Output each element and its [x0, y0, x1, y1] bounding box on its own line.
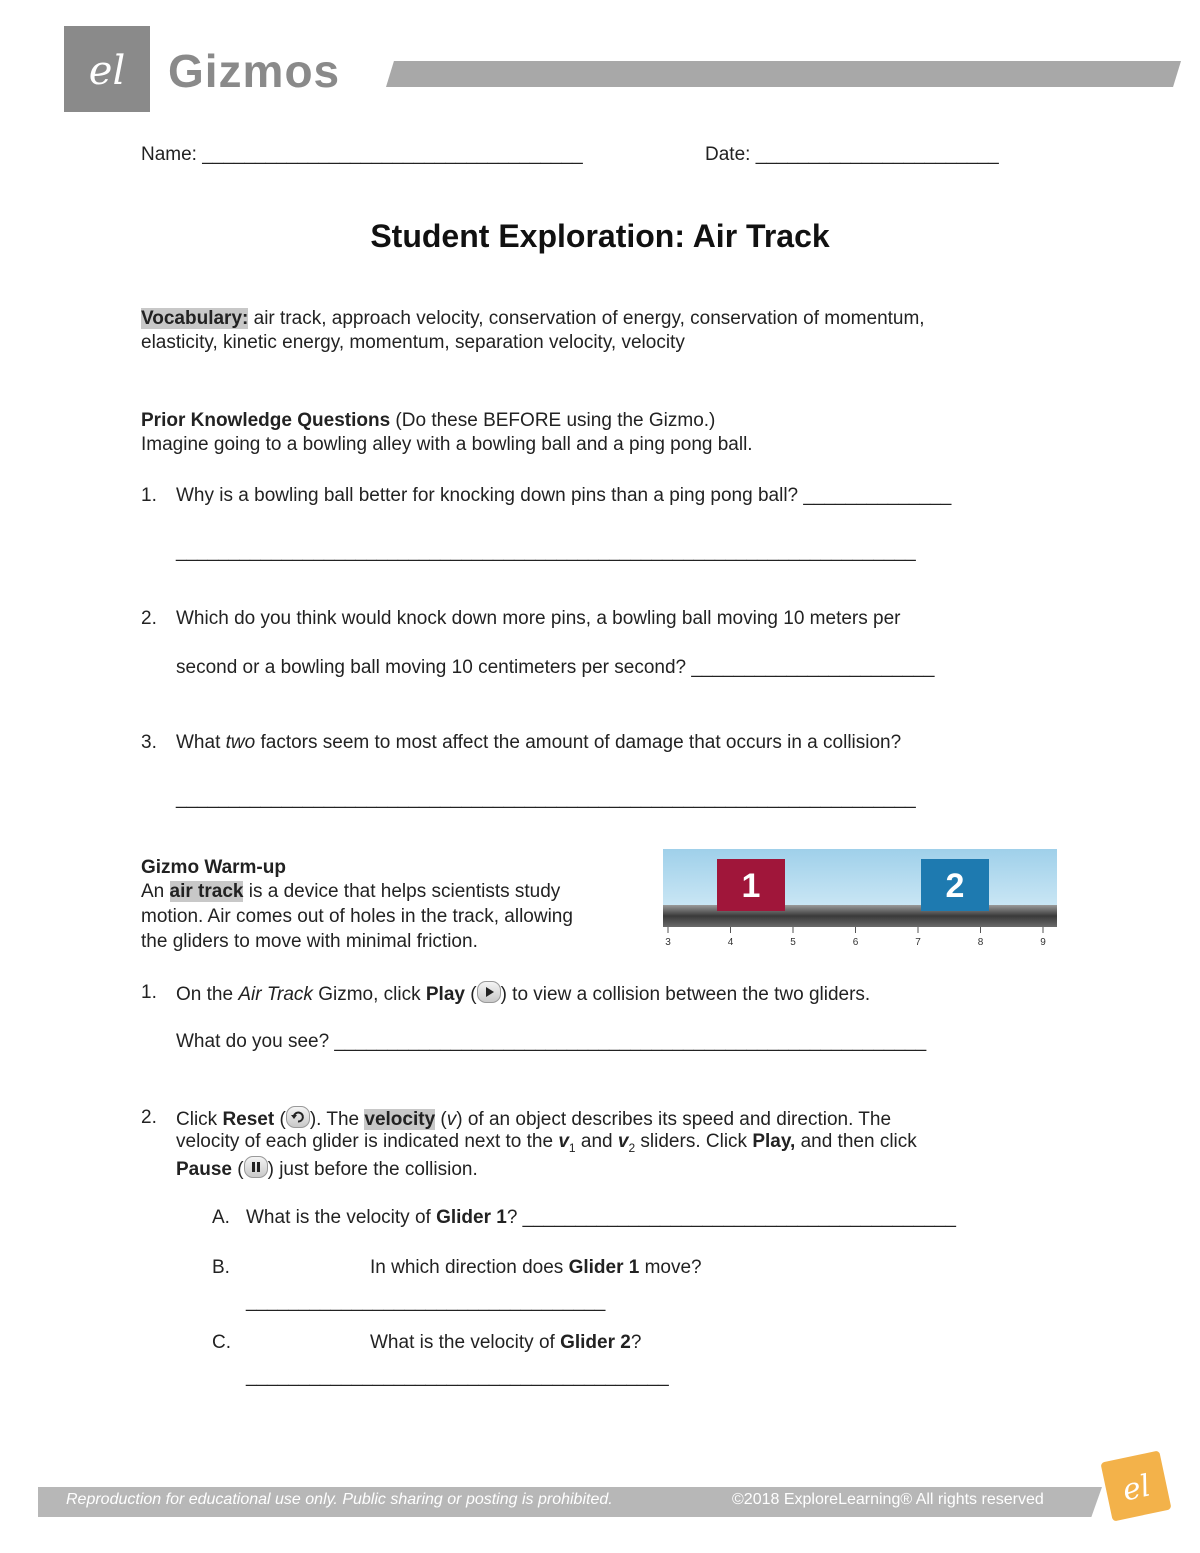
air-track-image — [663, 849, 1057, 951]
date-label: Date: — [705, 144, 751, 165]
q1-post: ) to view a collision between the two gliders. — [500, 984, 871, 1005]
ruler-tick-label: 6 — [852, 937, 859, 948]
subq-c-pre: What is the velocity of — [370, 1332, 561, 1353]
q1-pre: On the — [176, 984, 239, 1005]
name-field[interactable] — [141, 143, 583, 167]
subq-b-answer-line[interactable]: __________________________________ — [246, 1291, 606, 1312]
warmup-q1-num: 1. — [141, 982, 157, 1003]
subq-c-letter: C. — [212, 1332, 231, 1353]
name-label: Name: — [141, 144, 197, 165]
q2-l1-p1: ( — [274, 1109, 286, 1130]
warmup-intro-2: motion. Air comes out of holes in the track, allowing — [141, 906, 573, 927]
vocabulary-text-1: air track, approach velocity, conservation of energy, conservation of momentum, — [248, 308, 925, 329]
prior-intro: Imagine going to a bowling alley with a bowling ball and a ping pong ball. — [141, 434, 753, 455]
subq-a-letter: A. — [212, 1207, 230, 1228]
prior-q2-text-2[interactable]: second or a bowling ball moving 10 centimeters per second? _______________________ — [176, 657, 935, 678]
svg-text:el: el — [88, 48, 126, 94]
warmup-q2-line3 — [176, 1156, 478, 1182]
air-track-term: air track — [169, 881, 244, 902]
subq-b-post: move? — [639, 1257, 702, 1278]
v2-subscript: 2 — [628, 1140, 636, 1155]
q2-l1-pre: Click — [176, 1109, 223, 1130]
q2-l1-p4: ) of an object describes its speed and direction. The — [456, 1109, 892, 1130]
warmup-intro-3: the gliders to move with minimal friction. — [141, 931, 478, 952]
q2-l1-p3: ( — [435, 1109, 447, 1130]
q3-pre: What — [176, 732, 226, 753]
warmup-q1-text — [176, 981, 870, 1007]
prior-q3-answer-line[interactable]: ______________________________________________________________________ — [176, 788, 916, 809]
vocabulary-line-1 — [141, 307, 925, 331]
play-icon — [477, 981, 501, 1003]
glider-1-label: 1 — [741, 867, 761, 905]
header-bar — [386, 61, 1181, 87]
subq-a-bold: Glider 1 — [436, 1207, 507, 1228]
q2-l3-post: ) just before the collision. — [267, 1159, 478, 1180]
q3-em: two — [225, 732, 256, 753]
v2-symbol: v — [617, 1131, 629, 1152]
brand-name: Gizmos — [168, 45, 341, 97]
el-logo-icon — [64, 26, 150, 112]
q2-l3-p1: ( — [231, 1159, 244, 1180]
q2-pause-word: Pause — [176, 1159, 232, 1180]
prior-q2-text: Which do you think would knock down more pins, a bowling ball moving 10 meters per — [176, 608, 901, 629]
ruler-tick-label: 9 — [1040, 937, 1046, 948]
vocabulary-line-2: elasticity, kinetic energy, momentum, separation velocity, velocity — [141, 332, 685, 353]
reset-icon — [286, 1106, 310, 1128]
svg-text:el: el — [1119, 1468, 1154, 1509]
velocity-term: velocity — [364, 1109, 436, 1130]
gizmos-logo-box — [64, 26, 150, 112]
warmup-intro-post: is a device that helps scientists study — [243, 881, 561, 902]
subq-c-bold: Glider 2 — [560, 1332, 631, 1353]
date-line: _______________________ — [755, 144, 999, 165]
q2-v-symbol: v — [446, 1109, 457, 1130]
q2-reset-word: Reset — [222, 1109, 275, 1130]
vocabulary-label: Vocabulary: — [141, 308, 249, 329]
prior-q1-answer-line[interactable]: ______________________________________________________________________ — [176, 541, 916, 562]
warmup-q1-line2[interactable]: What do you see? ________________________________________________________ — [176, 1031, 927, 1052]
v1-subscript: 1 — [568, 1140, 576, 1155]
q1-mid: Gizmo, click — [312, 984, 426, 1005]
q1-play-word: Play — [425, 984, 465, 1005]
subq-b-letter: B. — [212, 1257, 230, 1278]
q2-l1-p2: ). The — [309, 1109, 365, 1130]
q2-l2-post: sliders. Click — [635, 1131, 753, 1152]
prior-q3-num: 3. — [141, 732, 157, 753]
footer-copyright: ©2018 ExploreLearning® All rights reserved — [732, 1491, 1044, 1508]
glider-1[interactable] — [717, 859, 785, 911]
name-line: ____________________________________ — [202, 144, 583, 165]
prior-heading-note: (Do these BEFORE using the Gizmo.) — [390, 410, 716, 431]
date-field[interactable] — [705, 143, 999, 167]
el-corner-logo-icon — [1100, 1450, 1171, 1521]
warmup-heading-text: Gizmo Warm-up — [141, 857, 286, 878]
q2-play-word: Play, — [752, 1131, 796, 1152]
ruler-tick-label: 4 — [727, 937, 734, 948]
q1-paren: ( — [464, 984, 477, 1005]
prior-heading-title: Prior Knowledge Questions — [141, 410, 391, 431]
subq-c-text — [370, 1331, 641, 1355]
ruler-tick-label: 3 — [665, 937, 671, 948]
subq-a-post: ? _________________________________________ — [506, 1207, 956, 1228]
pause-icon — [244, 1156, 268, 1178]
page-title: Student Exploration: Air Track — [370, 218, 830, 254]
prior-q1-num: 1. — [141, 485, 157, 506]
ruler-tick-label: 5 — [790, 937, 796, 948]
prior-q1-text: Why is a bowling ball better for knocking down pins than a ping pong ball? ______________ — [176, 485, 952, 506]
ruler-tick-label: 8 — [977, 937, 984, 948]
subq-a-text[interactable] — [246, 1206, 956, 1230]
q3-post: factors seem to most affect the amount of damage that occurs in a collision? — [255, 732, 902, 753]
warmup-intro-1 — [141, 880, 560, 904]
q2-and: and — [575, 1131, 618, 1152]
warmup-heading — [141, 856, 286, 880]
footer-disclaimer: Reproduction for educational use only. Public sharing or posting is prohibited. — [66, 1491, 613, 1508]
ruler-tick-label: 7 — [915, 937, 921, 948]
prior-heading — [141, 409, 715, 433]
q1-em: Air Track — [238, 984, 313, 1005]
subq-c-answer-line[interactable]: ________________________________________ — [246, 1366, 669, 1387]
warmup-q2-line1 — [176, 1106, 891, 1132]
glider-2[interactable] — [921, 859, 989, 911]
prior-q3-text — [176, 731, 901, 755]
warmup-intro-pre: An — [141, 881, 170, 902]
subq-c-post: ? — [630, 1332, 642, 1353]
glider-2-label: 2 — [945, 867, 965, 905]
q2-l2-pre: velocity of each glider is indicated next to the — [176, 1131, 559, 1152]
warmup-q2-num: 2. — [141, 1107, 157, 1128]
prior-q2-num: 2. — [141, 608, 157, 629]
subq-b-pre: In which direction does — [370, 1257, 569, 1278]
q2-l2-end: and then click — [795, 1131, 917, 1152]
subq-b-bold: Glider 1 — [568, 1257, 640, 1278]
subq-a-pre: What is the velocity of — [246, 1207, 437, 1228]
subq-b-text — [370, 1256, 702, 1280]
v1-symbol: v — [558, 1131, 569, 1152]
